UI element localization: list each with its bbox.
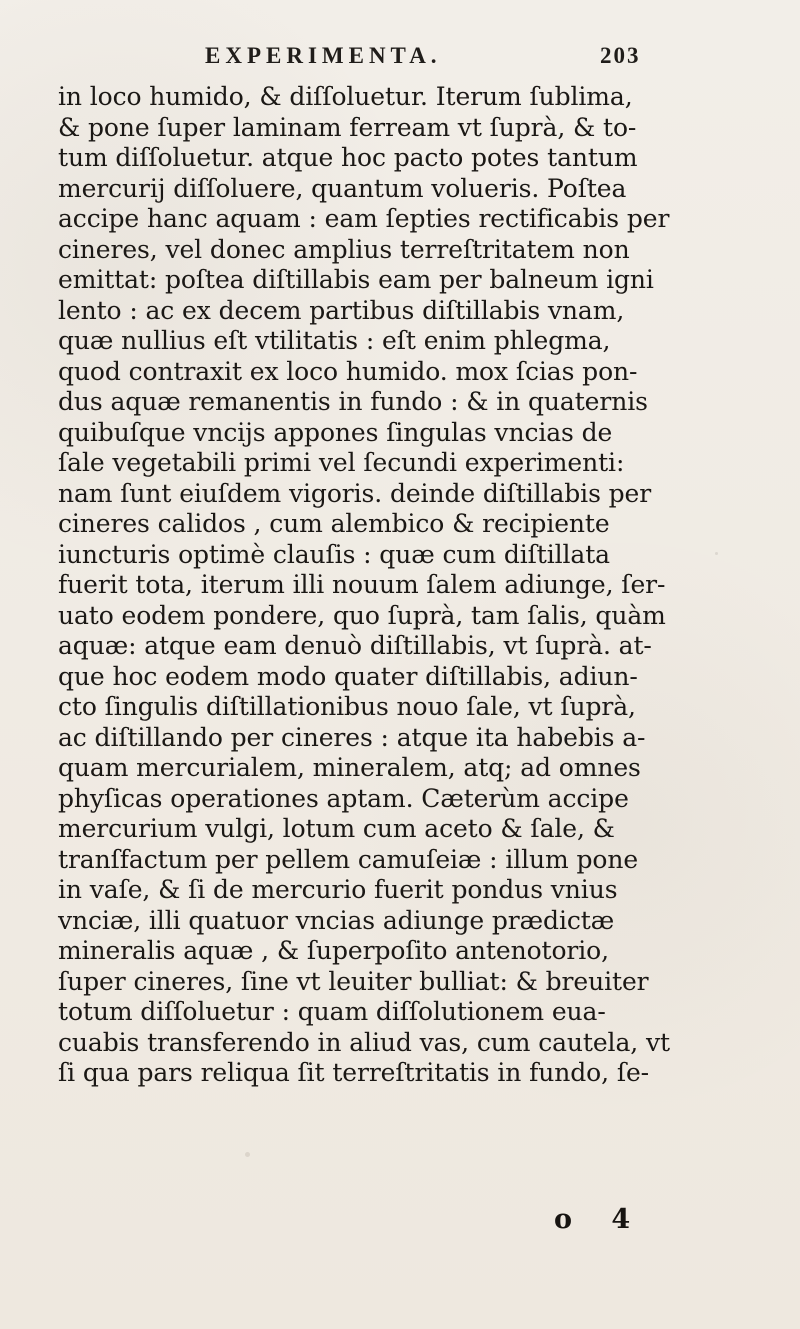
text-line: quibuſque vncijs appones ſingulas vncias de	[58, 417, 613, 447]
text-line: cineres, vel donec amplius terreſtritatem non	[58, 234, 630, 264]
text-line: cineres calidos , cum alembico & recipiente	[58, 509, 610, 538]
text-line: aquæ: atque eam denuò diſtillabis, vt ſuprà. at-	[58, 631, 652, 660]
page-number: 203	[600, 43, 641, 68]
text-line: mercurium vulgi, lotum cum aceto & ſale, &	[58, 814, 615, 843]
text-line: mineralis aquæ , & ſuperpoſito antenotorio,	[58, 936, 609, 965]
text-line: iuncturis optimè clauſis : quæ cum diſtillata	[58, 539, 610, 569]
text-line: accipe hanc aquam : eam ſepties rectificabis per	[58, 204, 670, 233]
text-line: cuabis transferendo in aliud vas, cum cautela, vt	[58, 1027, 670, 1057]
text-line: tranſfactum per pellem camuſeiæ : illum pone	[58, 844, 639, 874]
text-line: quod contraxit ex loco humido. mox ſcias pon-	[58, 356, 638, 386]
main-text	[58, 82, 708, 1089]
text-line: vnciæ, illi quatuor vncias adiunge prædictæ	[58, 905, 615, 935]
text-line: quam mercurialem, mineralem, atq; ad omnes	[58, 753, 641, 782]
text-line: phyſicas operationes aptam. Cæterùm accipe	[58, 783, 629, 813]
text-line: ſi qua pars reliqua ſit terreſtritatis in fundo, ſe-	[58, 1058, 650, 1087]
text-line: ac diſtillando per cineres : atque ita habebis a-	[58, 722, 646, 752]
text-line: & pone ſuper laminam ferream vt ſuprà, & to-	[58, 112, 637, 142]
text-line: fuerit tota, iterum illi nouum ſalem adiunge, ſer-	[58, 570, 666, 599]
text-line: nam ſunt eiuſdem vigoris. deinde diſtillabis per	[58, 478, 652, 508]
page-header	[205, 43, 645, 77]
running-title: EXPERIMENTA.	[205, 43, 442, 68]
text-line: ſale vegetabili primi vel ſecundi experimenti:	[58, 448, 625, 477]
paper-speck	[245, 1152, 250, 1157]
text-line: cto ſingulis diſtillationibus nouo ſale, vt ſuprà,	[58, 692, 636, 721]
text-line: uato eodem pondere, quo ſuprà, tam ſalis, quàm	[58, 600, 666, 630]
text-line: emittat: poſtea diſtillabis eam per balneum igni	[58, 265, 654, 294]
text-line: que hoc eodem modo quater diſtillabis, adiun-	[58, 661, 638, 691]
text-line: mercurij diſſoluere, quantum volueris. Poſtea	[58, 173, 627, 203]
text-line: ſuper cineres, ſine vt leuiter bulliat: & breuiter	[58, 966, 649, 996]
text-line: totum diſſoluetur : quam diſſolutionem eua-	[58, 997, 606, 1026]
paper-speck	[715, 552, 718, 555]
text-line: lento : ac ex decem partibus diſtillabis vnam,	[58, 295, 625, 325]
text-line: tum diſſoluetur. atque hoc pacto potes tantum	[58, 143, 638, 172]
text-line: in vaſe, & ſi de mercurio fuerit pondus vnius	[58, 875, 618, 904]
text-line: in loco humido, & diſſoluetur. Iterum ſublima,	[58, 82, 633, 111]
signature-mark: o 4	[554, 1204, 646, 1235]
text-line: dus aquæ remanentis in fundo : & in quaternis	[58, 387, 648, 416]
text-line: quæ nullius eſt vtilitatis : eſt enim phlegma,	[58, 326, 611, 355]
